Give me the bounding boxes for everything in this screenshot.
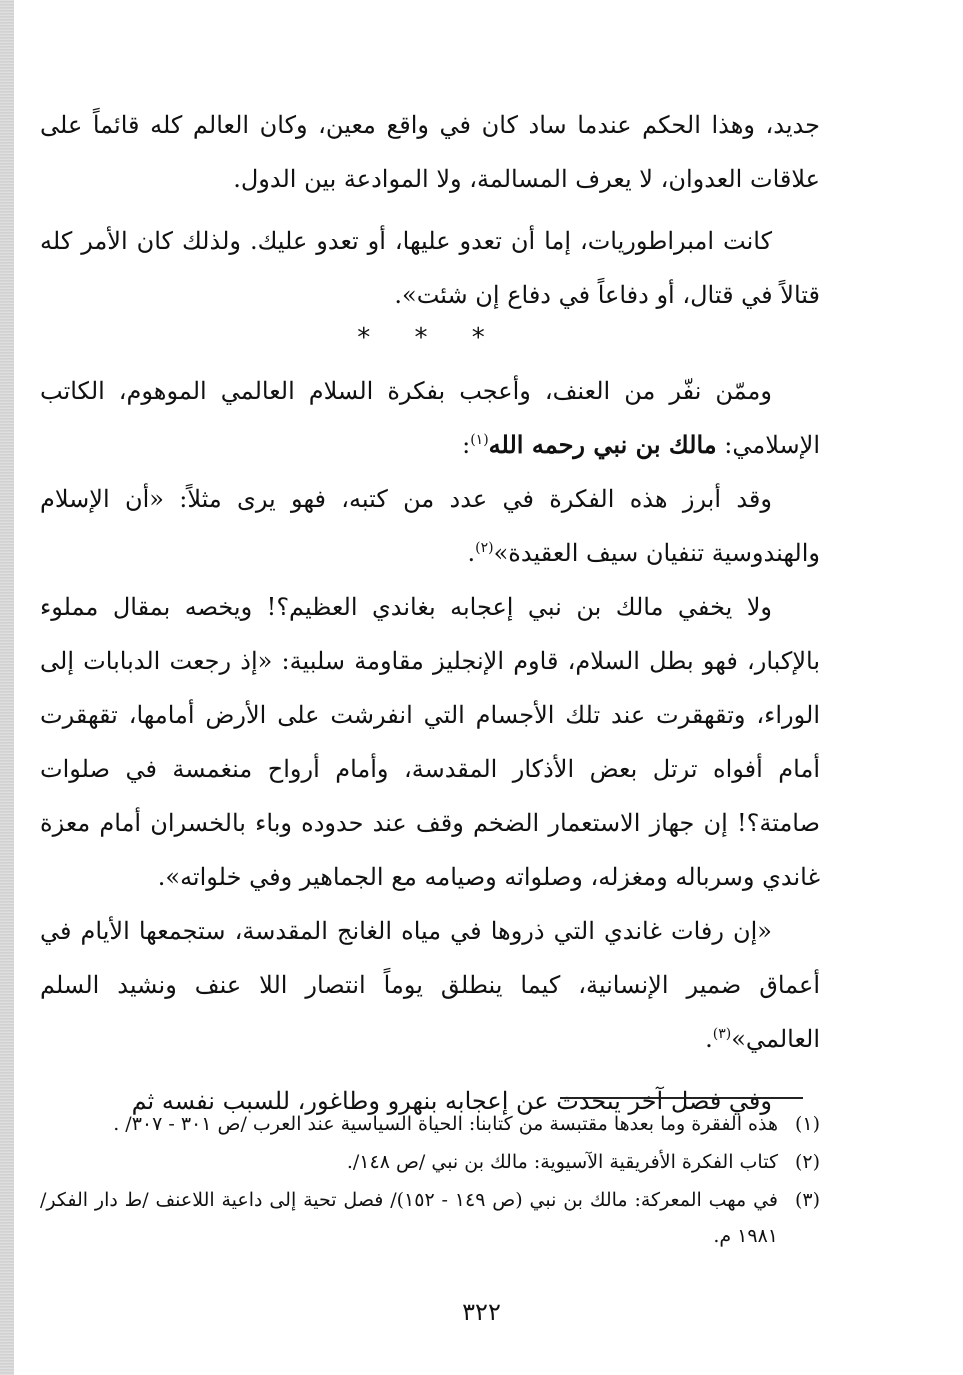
footnote-number: (٣) — [794, 1189, 820, 1211]
footnote-2 — [40, 1144, 820, 1180]
paragraph-6 — [40, 904, 820, 1066]
footnote-1 — [40, 1106, 820, 1142]
page-number: ٣٢٢ — [462, 1298, 501, 1326]
paragraph-4-tail: . — [467, 539, 476, 567]
paragraph-3 — [40, 364, 820, 472]
footnotes — [40, 1106, 820, 1256]
footnote-ref-3: (٣) — [712, 1026, 732, 1042]
footnote-ref-2: (٢) — [475, 540, 494, 556]
paragraph-3-tail: : — [462, 431, 471, 459]
footnote-number: (١) — [794, 1113, 820, 1135]
footnote-text: في مهب المعركة: مالك بن نبي (ص ١٤٩ - ١٥٢)/ فصل تحية إلى داعية اللاعنف /ط دار الفكر/ ١٩٨١ م. — [40, 1189, 778, 1247]
paragraph-6-text: «إن رفات غاندي التي ذروها في مياه الغانج المقدسة، ستجمعها الأيام في أعماق ضمير الإنسانية، كيما ينطلق يوماً انتصار اللا عنف ونشيد السلم العالمي» — [40, 917, 820, 1053]
paragraph-1: جديد، وهذا الحكم عندما ساد كان في واقع معين، وكان العالم كله قائماً على علاقات العدوان، لا يعرف المسالمة، ولا الموادعة بين الدول. — [40, 111, 820, 193]
section-separator: * * * — [357, 323, 503, 353]
footnote-text: كتاب الفكرة الأفريقية الآسيوية: مالك بن نبي /ص ١٤٨/. — [346, 1151, 778, 1173]
paragraph-5: ولا يخفي مالك بن نبي إعجابه بغاندي العظيم؟! ويخصه بمقال مملوء بالإكبار، فهو بطل السلام، قاوم الإنجليز مقاومة سلبية: «إذ رجعت الدبابات إلى الوراء، وتقهقرت عند تلك الأجسام التي انفرشت على الأرض أمامها، تقهقرت أمام أفواه ترتل بعض الأذكار المقدسة، وأمام أرواح منغمسة في صلوات صامتة؟! إن جهاز الاستعمار الضخم وقف عند حدوده وباء بالخسران أمام معزة غاندي وسرباله ومغزله، وصلواته وصيامه مع الجماهير وفي خلواته». — [40, 593, 820, 891]
paragraph-2: كانت امبراطوريات، إما أن تعدو عليها، أو تعدو عليك. ولذلك كان الأمر كله قتالاً في قتال، أو دفاعاً في دفاع إن شئت». — [40, 227, 820, 309]
paragraph-3-text: وممّن نفّر من العنف، وأعجب بفكرة السلام العالمي الموهوم، الكاتب الإسلامي: — [40, 377, 820, 459]
paragraph-4-text: وقد أبرز هذه الفكرة في عدد من كتبه، فهو يرى مثلاً: «أن الإسلام والهندوسية تنفيان سيف العقيدة» — [40, 485, 820, 567]
footnote-number: (٢) — [794, 1151, 820, 1173]
footnote-3 — [40, 1182, 820, 1254]
scan-edge — [0, 0, 14, 1375]
footnote-ref-1: (١) — [470, 432, 489, 448]
author-name: مالك بن نبي رحمه الله — [488, 430, 717, 459]
paragraph-4 — [40, 472, 820, 580]
paragraph-6-tail: . — [705, 1025, 713, 1053]
footnote-text: هذه الفقرة وما بعدها مقتبسة من كتابنا: الحياة السياسية عند العرب /ص ٣٠١ - ٣٠٧/ . — [113, 1113, 778, 1135]
paragraph-7: وفي فصل آخر يتحدث عن إعجابه بنهرو وطاغور، للسبب نفسه ثم — [131, 1087, 772, 1115]
book-page-body — [40, 98, 820, 1136]
footnote-divider — [560, 1097, 803, 1099]
